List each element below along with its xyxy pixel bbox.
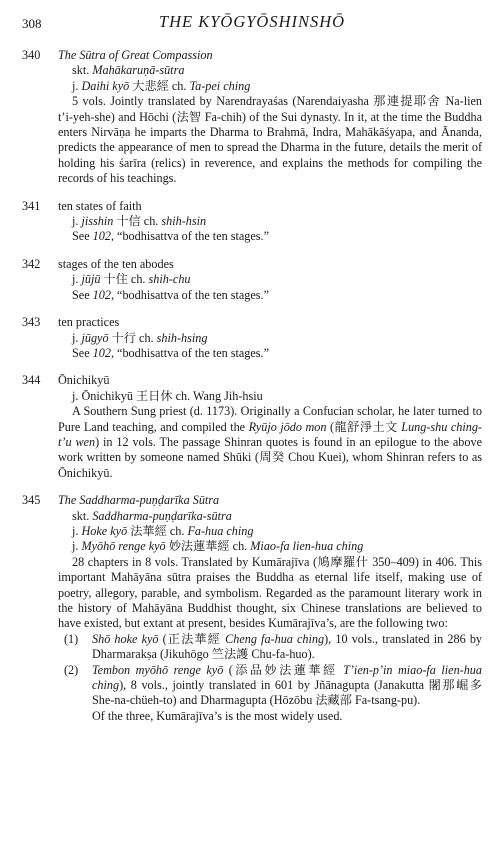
translation-list (58, 632, 482, 709)
page-number: 308 (22, 16, 42, 31)
entry-number: 342 (22, 256, 41, 271)
entry-number: 340 (22, 48, 41, 62)
closing-sentence: Of the three, Kumārajīva’s is the most widely used. (92, 708, 343, 723)
entry-title: ten practices (58, 315, 120, 330)
list-item: (2) Tembon myōhō renge kyō (添品妙法蓮華經 T’ien-p’in miao-fa lien-hua ching), 8 vols., jointly translated in 601 by Jñānagupta (Janakutta 闍那崛多 She-na-chüeh-to) and Dharmagupta (Hōzōbu 法藏部 Fa-tsang-pu). (64, 662, 482, 708)
japanese-line: j. Ōnichikyū 王日休 ch. Wang Jih-hsiu (72, 388, 263, 403)
see-reference: See 102, “bodhisattva of the ten stages.” (72, 345, 269, 360)
running-header (22, 14, 482, 34)
see-reference: See 102, “bodhisattva of the ten stages.” (72, 229, 269, 244)
entry-title: Ōnichikyū (58, 373, 110, 388)
japanese-line: j. jūjū 十住 ch. shih-chu (72, 272, 191, 287)
list-item: (1) Shō hoke kyō (正法華經 Cheng fa-hua ching), 10 vols., translated in 286 by Dharmarakṣa (Jikuhōgo 竺法護 Chu-fa-huo). (64, 631, 483, 662)
sanskrit-line: skt. Mahākaruṇā-sūtra (72, 63, 185, 78)
entry-number: 341 (22, 198, 41, 213)
entry-body: 5 vols. Jointly translated by Narendrayaśas (Narendaiyasha 那連提耶舍 Na-lien t’i-yeh-she) and Hōchi (法智 Fa-chih) of the Sui dynasty. In it, at the time the Buddha enters Nirvāṇa he imparts the Dharma to Brahmā, Indra, Mahākāśyapa, and Ānanda, predicts the appearance of men to spread the Dharma in the future, details the merit of holding his śarīra (relics) in reverence, and explains the methods for compiling the records of his teachings. (58, 94, 482, 186)
glossary-entry-340 (22, 48, 482, 187)
see-reference: See 102, “bodhisattva of the ten stages.” (72, 287, 269, 302)
japanese-line: j. Daihi kyō 大悲經 ch. Ta-pei ching (72, 78, 251, 93)
entry-body: A Southern Sung priest (d. 1173). Originally a Confucian scholar, he later turned to Pure Land teaching, and compiled the Ryūjo jōdo mon (龍舒淨土文 Lung-shu ching-t’u wen) in 12 vols. The passage Shinran quotes is found in an epilogue to the above work written by someone named Shūki (周癸 Chou Kuei), whom Shinran refers to as Ōnichikyū. (58, 404, 483, 480)
glossary-entry-344 (22, 373, 482, 481)
entry-number: 343 (22, 315, 41, 330)
japanese-line: j. Myōhō renge kyō 妙法蓮華經 ch. Miao-fa lien-hua ching (72, 539, 364, 554)
entry-body: 28 chapters in 8 vols. Translated by Kumārajīva (鳩摩羅什 350–409) in 406. This important Mahāyāna sūtra praises the Buddha as eternal life itself, making use of poetry, allegory, parable, and symbolism. Regarded as the paramount literary work in the history of Mahāyāna Buddhist thought, six Chinese translations are believed to have existed, but extant at present, besides Kumārajīva’s, are the following two: (58, 554, 482, 631)
japanese-line: j. jūgyō 十行 ch. shih-hsing (72, 330, 208, 345)
entry-number: 345 (22, 493, 41, 508)
entry-title: The Sūtra of Great Compassion (58, 48, 213, 62)
japanese-line: j. Hoke kyō 法華經 ch. Fa-hua ching (72, 523, 254, 538)
entry-number: 344 (22, 373, 41, 388)
glossary-entry-345 (22, 493, 482, 724)
glossary-entry-342 (22, 257, 482, 303)
sanskrit-line: skt. Saddharma-puṇḍarīka-sūtra (72, 508, 232, 523)
entry-title: The Saddharma-puṇḍarīka Sūtra (58, 493, 220, 508)
running-title: THE KYŌGYŌSHINSHŌ (158, 12, 346, 31)
japanese-line: j. jisshin 十信 ch. shih-hsin (72, 214, 207, 229)
entry-title: ten states of faith (58, 198, 142, 213)
glossary-entry-341 (22, 199, 482, 245)
glossary-entry-343 (22, 315, 482, 361)
entry-title: stages of the ten abodes (58, 256, 174, 271)
